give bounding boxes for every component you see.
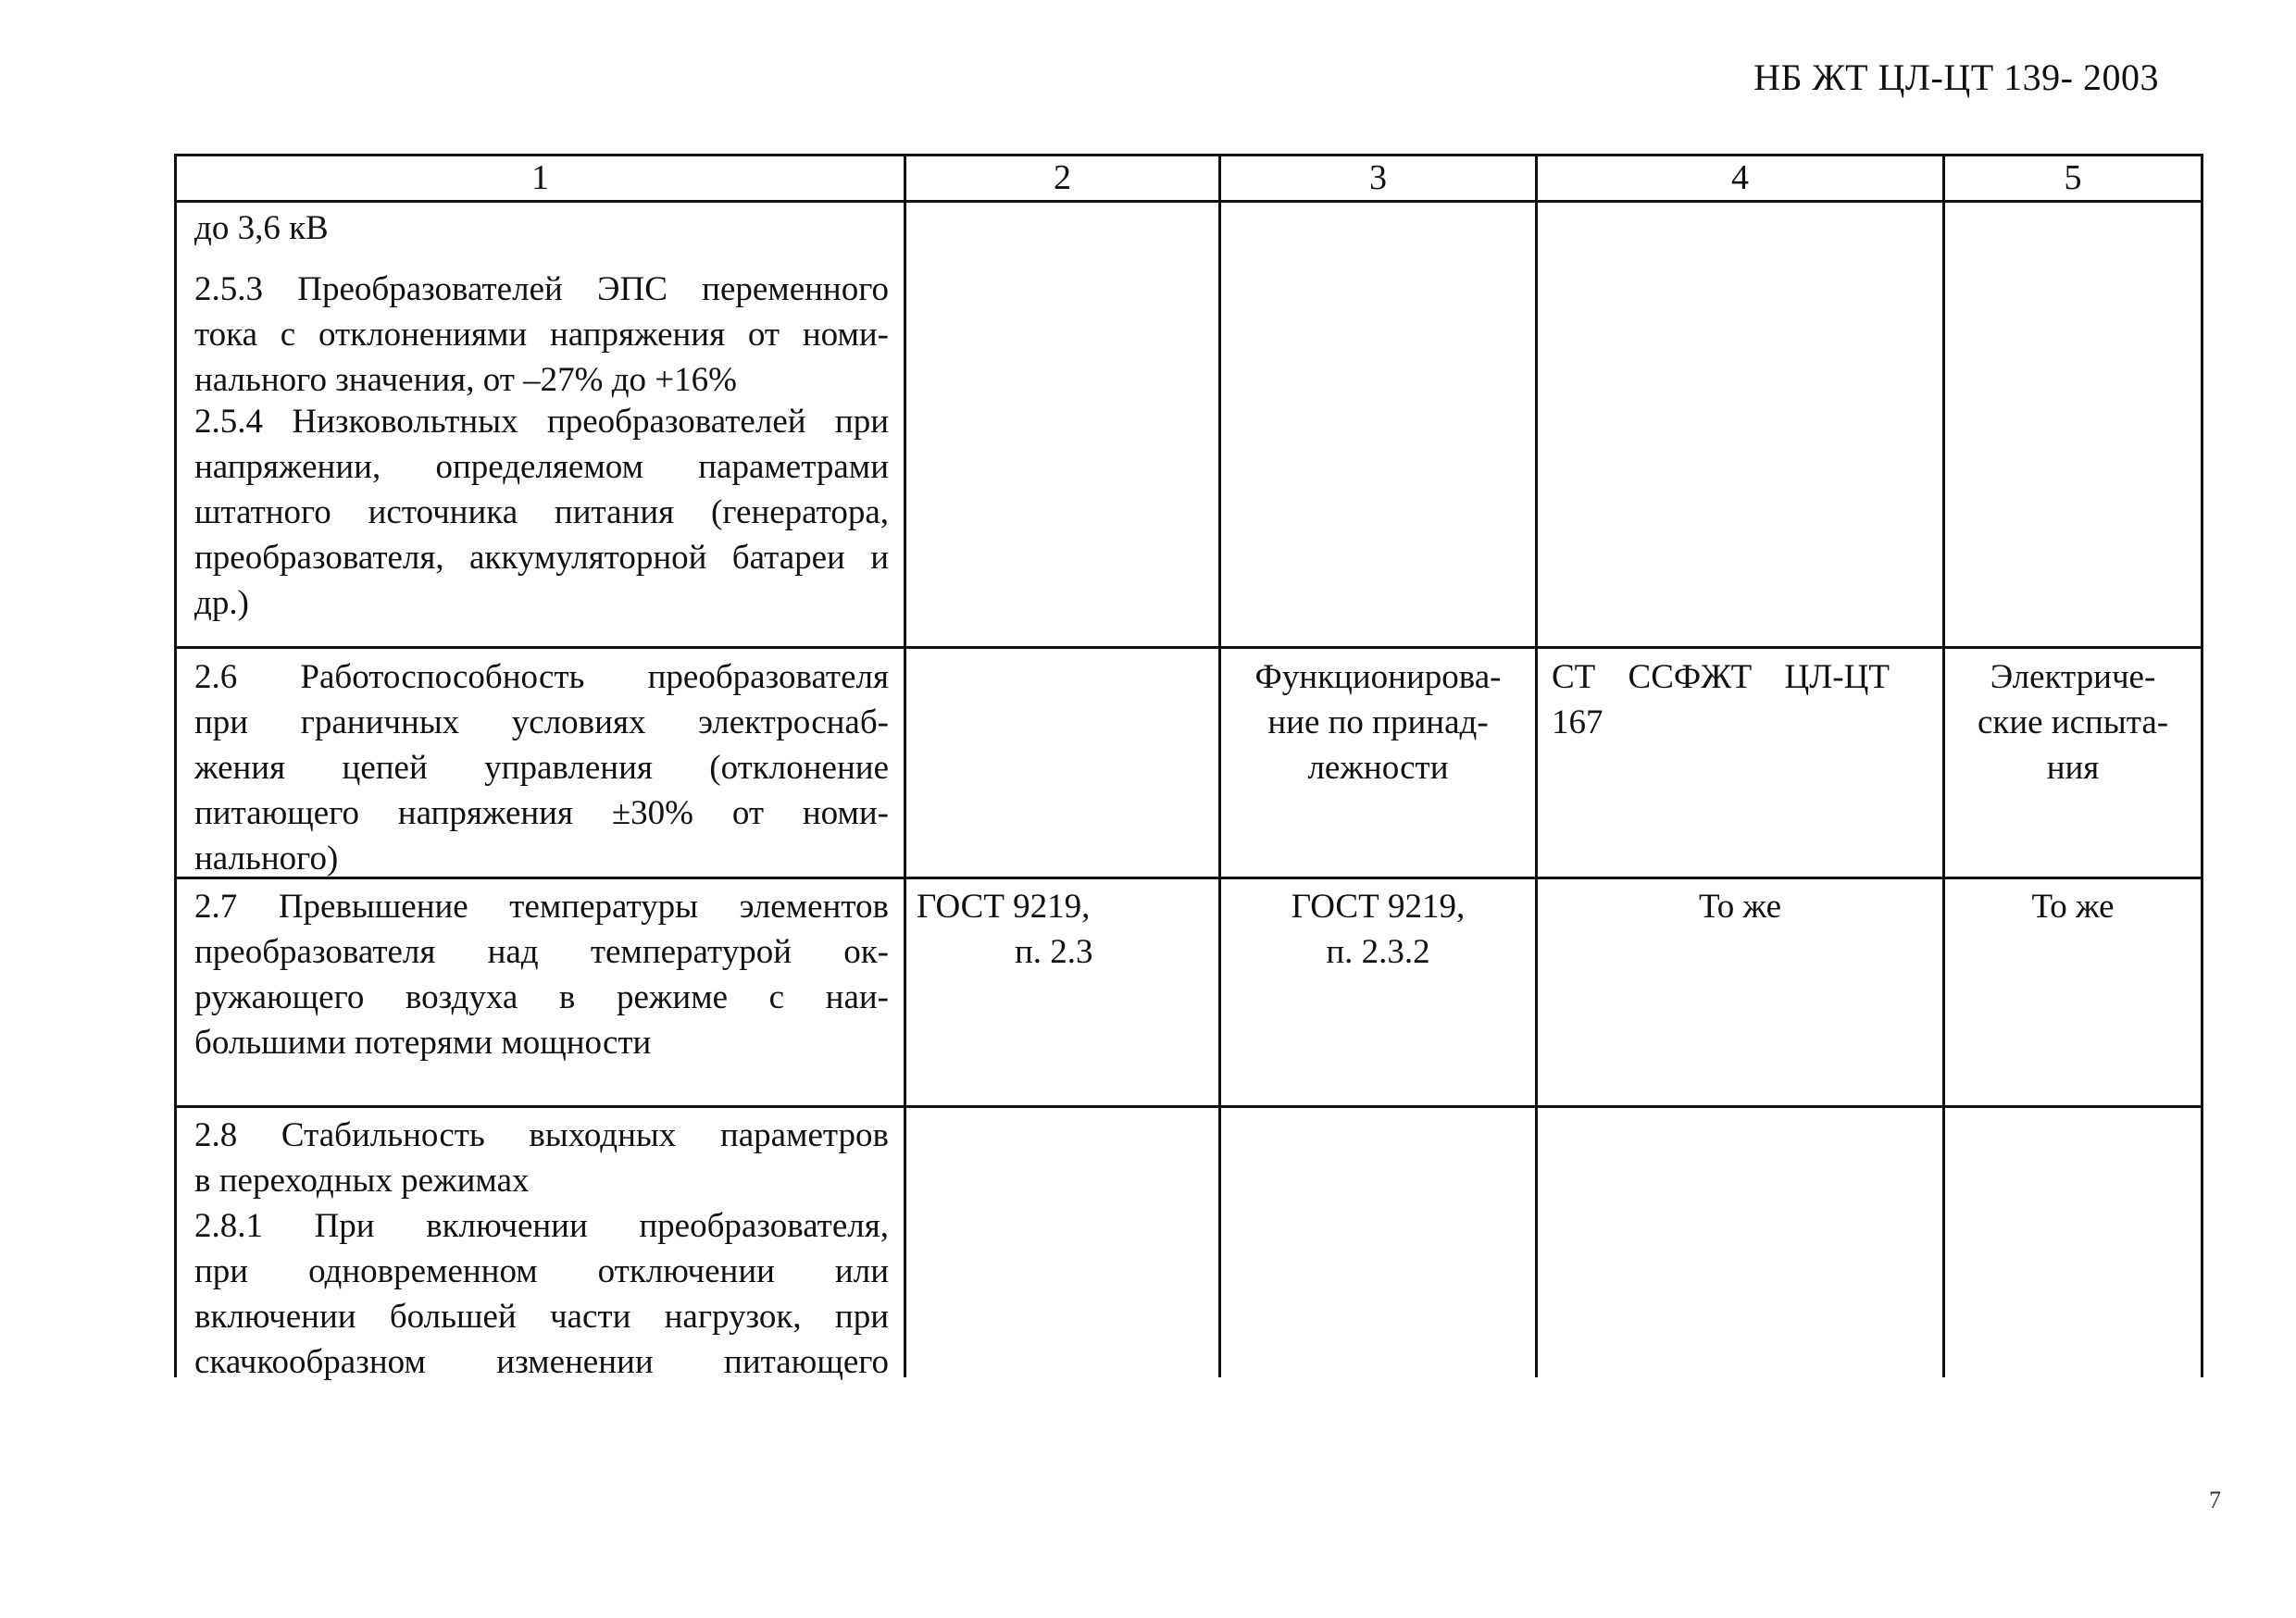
table-cell-requirement	[194, 1113, 889, 1203]
cell-line: преобразователя, аккумуляторной батареи и	[194, 539, 889, 577]
cell-line: Электриче-	[1990, 658, 2156, 696]
column-border-right	[2201, 154, 2203, 1377]
cell-line: жения цепей управления (отклонение	[194, 749, 889, 787]
cell-line: штатного источника питания (генератора,	[194, 493, 889, 531]
cell-line: ния	[2046, 749, 2100, 787]
cell-line: ские испыта-	[1977, 703, 2169, 741]
column-divider	[1942, 154, 1945, 1377]
table-cell-requirement	[194, 205, 889, 251]
cell-line: То же	[2031, 888, 2115, 926]
cell-line: п. 2.3.2	[1326, 933, 1430, 971]
column-header: 5	[2064, 158, 2082, 197]
cell-line: ГОСТ 9219,	[917, 888, 1091, 926]
table-cell-requirement	[194, 884, 889, 1065]
cell-line: Функционирова-	[1254, 658, 1502, 696]
cell-line: в переходных режимах	[194, 1162, 530, 1200]
cell-line: напряжении, определяемом параметрами	[194, 448, 889, 486]
table-cell-method-doc	[1541, 884, 1939, 929]
cell-line: 2.7 Превышение температуры элементов	[194, 888, 889, 926]
cell-line: лежности	[1307, 749, 1449, 787]
table-cell-standard	[1225, 884, 1531, 975]
column-header: 4	[1731, 158, 1749, 197]
cell-line: нального)	[194, 840, 339, 877]
cell-line: 2.8 Стабильность выходных параметров	[194, 1116, 889, 1154]
column-header: 2	[1054, 158, 1071, 197]
cell-line: 2.8.1 При включении преобразователя,	[194, 1207, 889, 1245]
column-divider	[1218, 154, 1221, 1377]
table-cell-requirement	[194, 267, 889, 403]
table-cell-standard	[917, 884, 1213, 975]
cell-line: при граничных условиях электроснаб-	[194, 703, 889, 741]
table-cell-requirement	[194, 654, 889, 881]
cell-line: включении большей части нагрузок, при	[194, 1298, 889, 1336]
table-top-border	[174, 154, 2203, 156]
cell-line: 167	[1552, 703, 1603, 741]
column-border-left	[174, 154, 177, 1377]
document-code: НБ ЖТ ЦЛ-ЦТ 139- 2003	[1753, 56, 2159, 98]
cell-line: ГОСТ 9219,	[1291, 888, 1466, 926]
page-number: 7	[2209, 1487, 2221, 1513]
table-cell-method-doc	[1552, 654, 1929, 745]
row-divider	[174, 1105, 2203, 1108]
table-cell-test-kind	[1948, 654, 2198, 790]
cell-line: 2.5.3 Преобразователей ЭПС переменного	[194, 270, 889, 308]
table-cell-test-kind	[1948, 884, 2198, 929]
cell-line: до 3,6 кВ	[194, 209, 329, 247]
cell-line: ние по принад-	[1267, 703, 1489, 741]
header-bottom-border	[174, 200, 2203, 203]
cell-line: 2.6 Работоспособность преобразователя	[194, 658, 889, 696]
table-cell-requirement	[194, 1203, 889, 1385]
cell-line: нального значения, от –27% до +16%	[194, 361, 737, 399]
cell-line: СТ ССФЖТ ЦЛ-ЦТ	[1552, 658, 1890, 696]
column-divider	[1535, 154, 1538, 1377]
column-header: 1	[531, 158, 549, 197]
cell-line: большими потерями мощности	[194, 1024, 652, 1062]
cell-line: тока с отклонениями напряжения от номи-	[194, 316, 889, 354]
cell-line: п. 2.3	[1015, 933, 1093, 971]
cell-line: ружающего воздуха в режиме с наи-	[194, 978, 889, 1016]
cell-line: др.)	[194, 584, 249, 622]
cell-line: преобразователя над температурой ок-	[194, 933, 889, 971]
table-cell-test-type	[1225, 654, 1531, 790]
row-divider	[174, 646, 2203, 649]
cell-line: питающего напряжения ±30% от номи-	[194, 794, 889, 832]
cell-line: 2.5.4 Низковольтных преобразователей при	[194, 403, 889, 441]
cell-line: То же	[1698, 888, 1782, 926]
column-divider	[904, 154, 906, 1377]
cell-line: при одновременном отключении или	[194, 1252, 889, 1290]
table-cell-requirement	[194, 399, 889, 626]
cell-line: скачкообразном изменении питающего	[194, 1343, 889, 1381]
column-header: 3	[1369, 158, 1387, 197]
